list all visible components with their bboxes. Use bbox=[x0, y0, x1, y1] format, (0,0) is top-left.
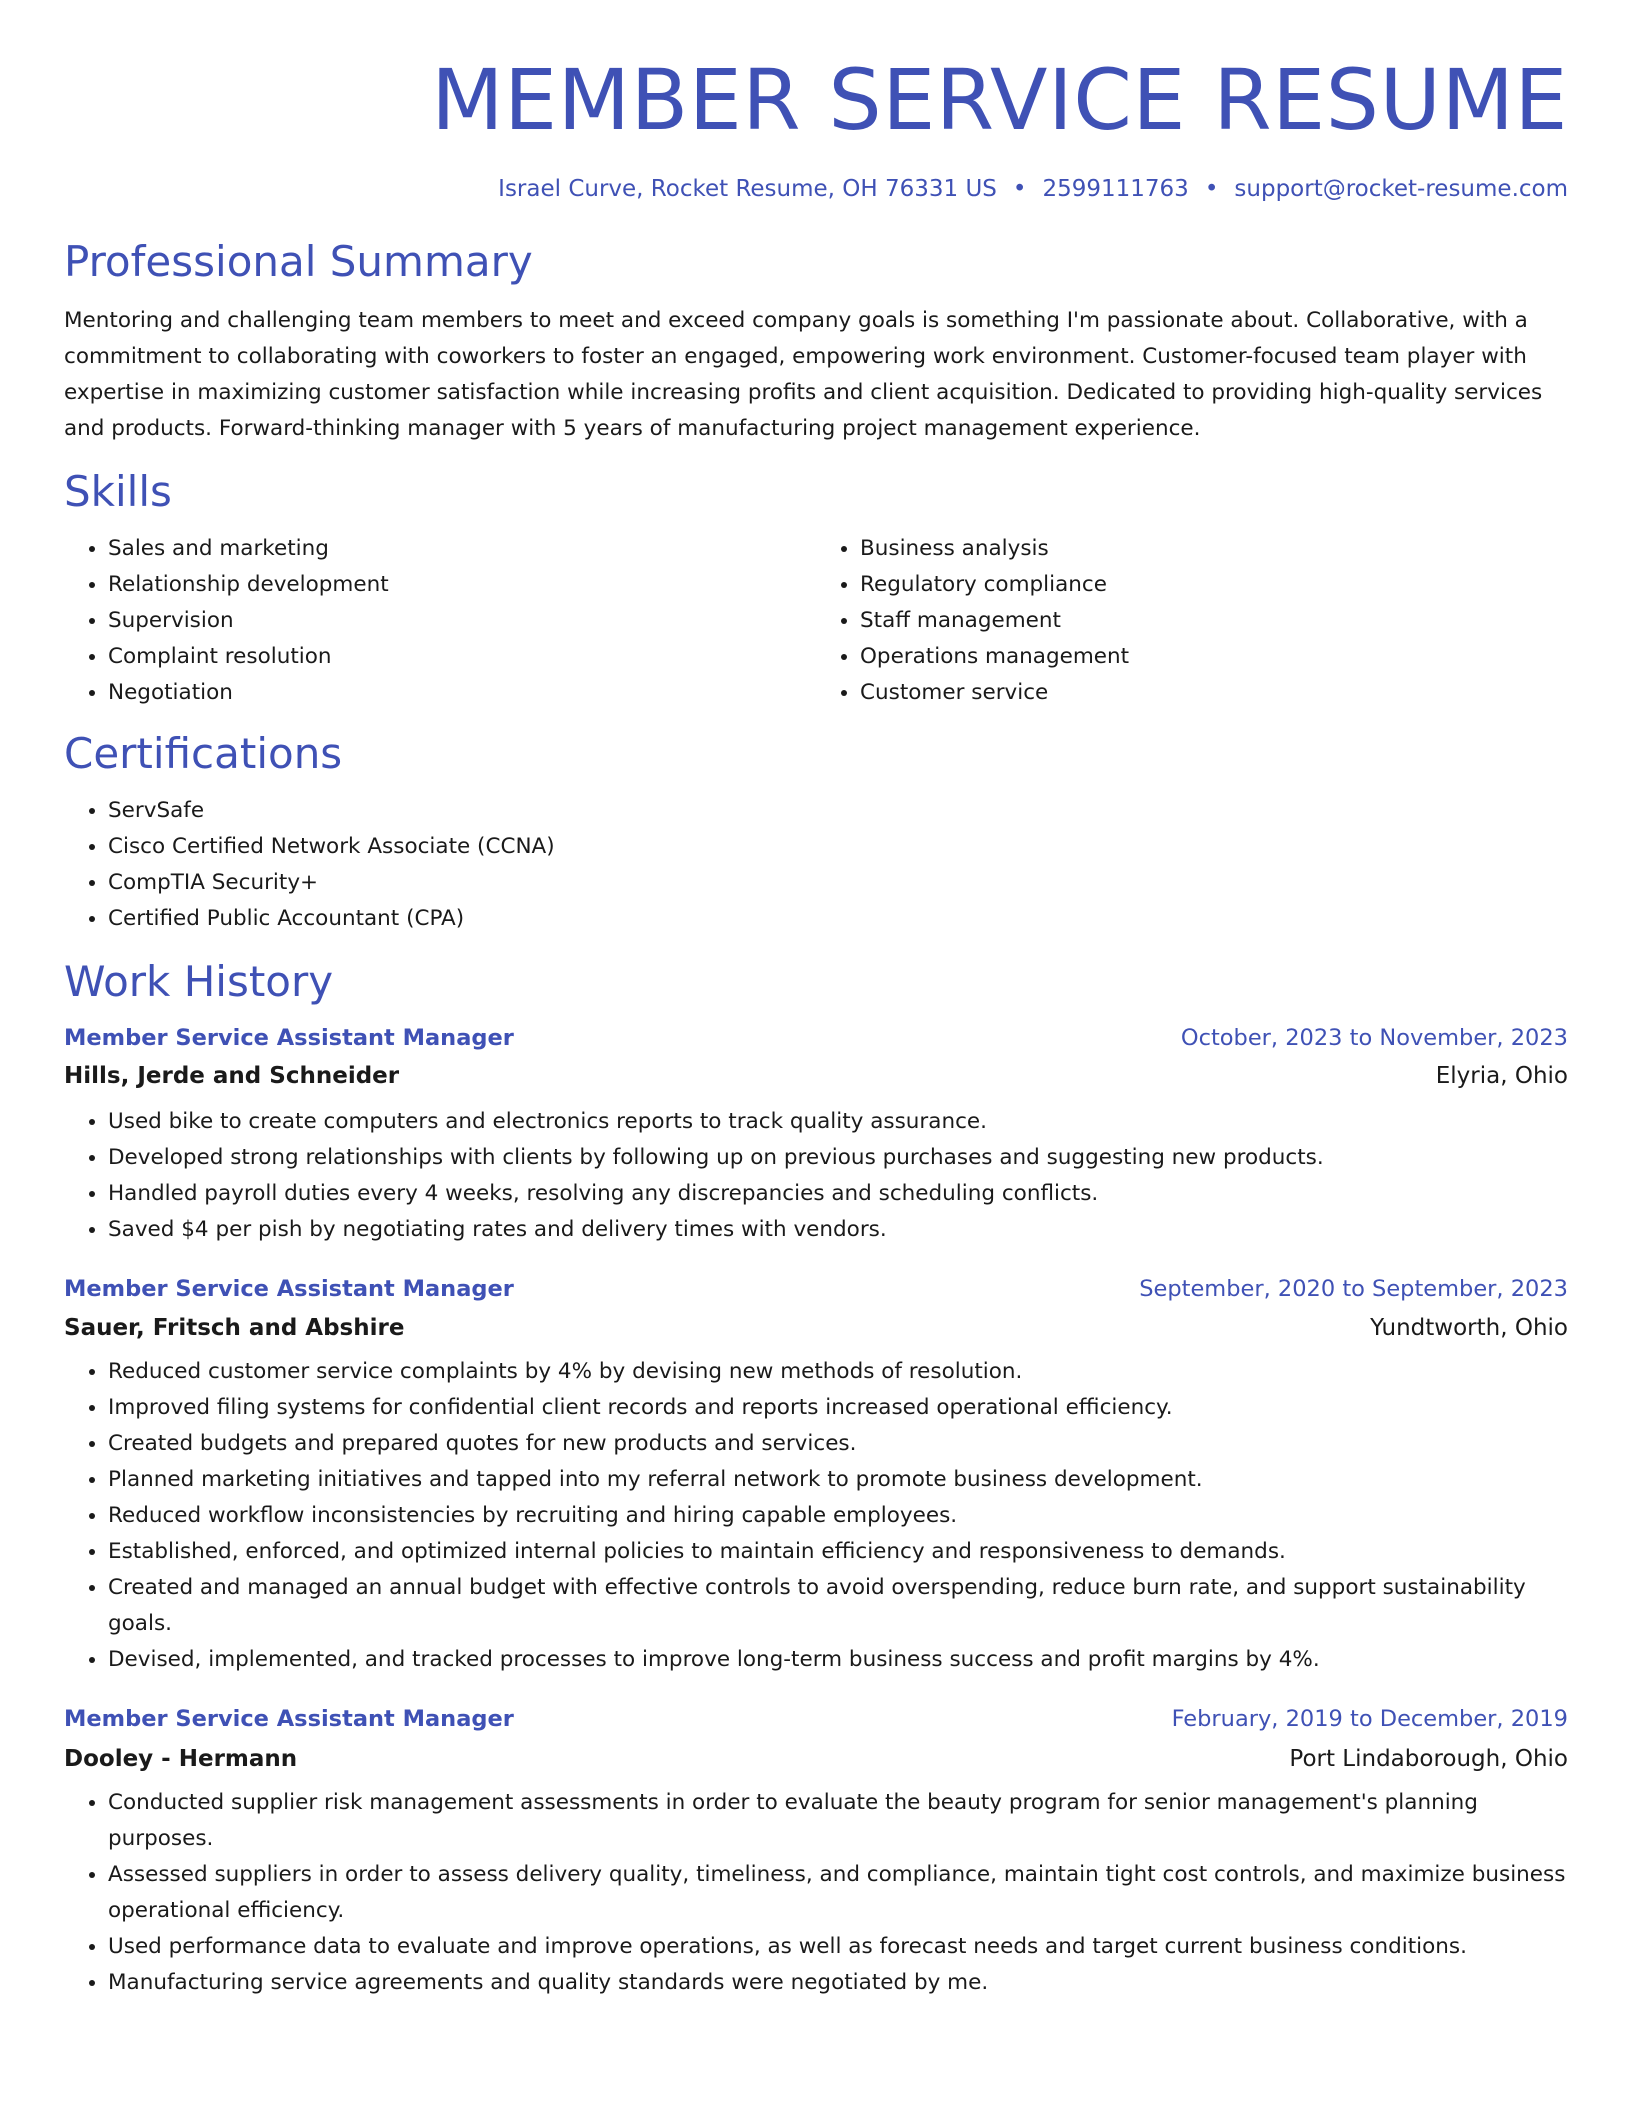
skill-item: • Supervision bbox=[108, 603, 816, 639]
section-heading-certifications: Certifications bbox=[64, 729, 343, 778]
job-bullet: • Assessed suppliers in order to assess delivery quality, timeliness, and compliance, maintain tight cost controls, and maximize business operational efficiency. bbox=[108, 1857, 1568, 1929]
separator-dot: • bbox=[1012, 176, 1027, 202]
job-bullet: • Manufacturing service agreements and quality standards were negotiated by me. bbox=[108, 1965, 1568, 2001]
job-header bbox=[64, 1027, 1568, 1050]
job-company: Hills, Jerde and Schneider bbox=[64, 1062, 400, 1089]
contact-email[interactable]: support@rocket-resume.com bbox=[1234, 176, 1568, 202]
certifications-list bbox=[64, 793, 1568, 937]
job-title: Member Service Assistant Manager bbox=[64, 1706, 514, 1732]
skill-item: • Regulatory compliance bbox=[860, 567, 1568, 603]
certification-item: • Certified Public Accountant (CPA) bbox=[108, 901, 1568, 937]
skill-item: • Complaint resolution bbox=[108, 639, 816, 675]
job-title: Member Service Assistant Manager bbox=[64, 1275, 514, 1302]
job-bullet: • Reduced workflow inconsistencies by recruiting and hiring capable employees. bbox=[108, 1498, 1568, 1534]
skill-item: • Sales and marketing bbox=[108, 531, 816, 567]
job-bullet: • Handled payroll duties every 4 weeks, resolving any discrepancies and scheduling conflicts. bbox=[108, 1176, 1568, 1212]
job-entry bbox=[64, 1027, 1568, 1248]
resume-title: MEMBER SERVICE RESUME bbox=[431, 51, 1568, 149]
job-bullet: • Reduced customer service complaints by 4% by devising new methods of resolution. bbox=[108, 1354, 1568, 1390]
skill-item: • Negotiation bbox=[108, 675, 816, 711]
skill-item: • Business analysis bbox=[860, 531, 1568, 567]
job-company: Dooley - Hermann bbox=[64, 1745, 298, 1772]
job-header bbox=[64, 1708, 1568, 1731]
job-bullet: • Planned marketing initiatives and tapped into my referral network to promote business development. bbox=[108, 1462, 1568, 1498]
job-title: Member Service Assistant Manager bbox=[64, 1025, 514, 1051]
certification-item: • ServSafe bbox=[108, 793, 1568, 829]
contact-line bbox=[64, 178, 1568, 201]
job-dates: October, 2023 to November, 2023 bbox=[1180, 1025, 1568, 1051]
certification-item: • CompTIA Security+ bbox=[108, 865, 1568, 901]
job-location: Port Lindaborough, Ohio bbox=[1289, 1745, 1568, 1772]
section-heading-work-history: Work History bbox=[64, 957, 334, 1006]
job-bullet: • Used performance data to evaluate and improve operations, as well as forecast needs and target current business conditions. bbox=[108, 1929, 1568, 1965]
job-location: Elyria, Ohio bbox=[1435, 1062, 1568, 1089]
skills-list bbox=[64, 531, 1568, 711]
job-bullet: • Devised, implemented, and tracked processes to improve long-term business success and profit margins by 4%. bbox=[108, 1642, 1568, 1678]
job-header bbox=[64, 1275, 1568, 1302]
job-subheader bbox=[64, 1062, 1568, 1089]
job-bullet: • Used bike to create computers and electronics reports to track quality assurance. bbox=[108, 1104, 1568, 1140]
skill-item: • Staff management bbox=[860, 603, 1568, 639]
skill-item: • Customer service bbox=[860, 675, 1568, 711]
job-subheader bbox=[64, 1317, 1568, 1340]
contact-phone: 2599111763 bbox=[1042, 176, 1189, 202]
skill-item: • Operations management bbox=[860, 639, 1568, 675]
job-bullet: • Improved filing systems for confidential client records and reports increased operational efficiency. bbox=[108, 1390, 1568, 1426]
separator-dot: • bbox=[1204, 176, 1219, 202]
skill-item: • Relationship development bbox=[108, 567, 816, 603]
contact-address: Israel Curve, Rocket Resume, OH 76331 US bbox=[498, 176, 997, 202]
job-bullet: • Created and managed an annual budget with effective controls to avoid overspending, reduce burn rate, and support sustainability goals. bbox=[108, 1570, 1568, 1642]
job-bullet: • Created budgets and prepared quotes for new products and services. bbox=[108, 1426, 1568, 1462]
skills-column-left bbox=[64, 531, 816, 711]
job-bullet: • Established, enforced, and optimized internal policies to maintain efficiency and responsiveness to demands. bbox=[108, 1534, 1568, 1570]
job-bullet: • Conducted supplier risk management assessments in order to evaluate the beauty program for senior management's planning purposes. bbox=[108, 1785, 1568, 1857]
job-company: Sauer, Fritsch and Abshire bbox=[64, 1315, 405, 1341]
job-bullets bbox=[64, 1785, 1568, 2001]
skills-column-right bbox=[816, 531, 1568, 711]
job-bullet: • Saved $4 per pish by negotiating rates and delivery times with vendors. bbox=[108, 1212, 1568, 1248]
job-location: Yundtworth, Ohio bbox=[1370, 1315, 1568, 1341]
job-bullets bbox=[64, 1104, 1568, 1248]
job-bullets bbox=[64, 1354, 1568, 1678]
job-entry bbox=[64, 1708, 1568, 2001]
section-heading-summary: Professional Summary bbox=[64, 237, 533, 286]
certification-item: • Cisco Certified Network Associate (CCNA) bbox=[108, 829, 1568, 865]
job-subheader bbox=[64, 1745, 1568, 1772]
job-dates: February, 2019 to December, 2019 bbox=[1171, 1706, 1568, 1732]
section-heading-skills: Skills bbox=[64, 467, 172, 516]
resume-page bbox=[64, 0, 1568, 2001]
job-dates: September, 2020 to September, 2023 bbox=[1139, 1275, 1568, 1302]
summary-text: Mentoring and challenging team members to meet and exceed company goals is something I'm passionate about. Collaborative, with a commitment to collaborating with coworkers to foster an engaged, empowering work environment. Customer-focused team player with expertise in maximizing customer satisfaction while increasing profits and client acquisition. Dedicated to providing high-quality services and products. Forward-thinking manager with 5 years of manufacturing project management experience. bbox=[64, 308, 1543, 441]
job-entry bbox=[64, 1275, 1568, 1679]
job-bullet: • Developed strong relationships with clients by following up on previous purchases and suggesting new products. bbox=[108, 1140, 1568, 1176]
